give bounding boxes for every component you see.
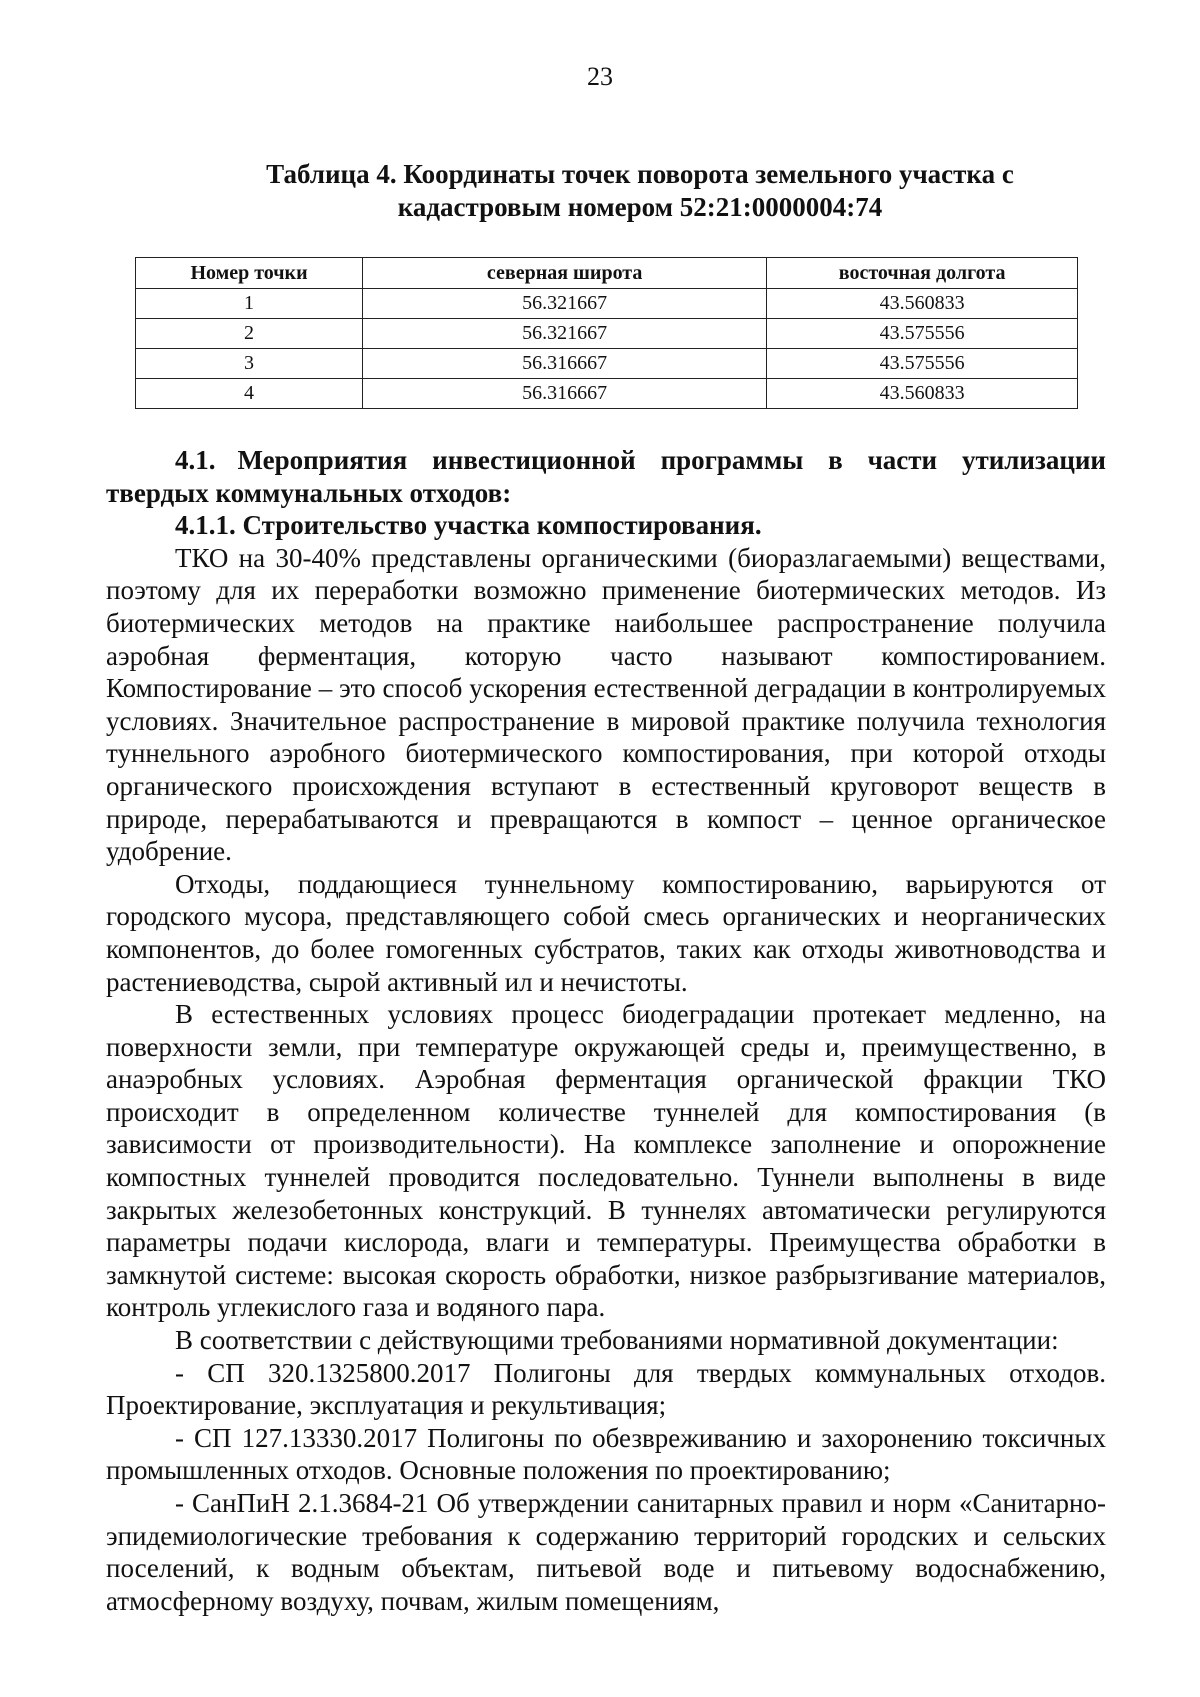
- table-cell-latitude: 56.316667: [363, 379, 767, 409]
- table-cell-point-number: 4: [136, 379, 363, 409]
- table-cell-point-number: 3: [136, 349, 363, 379]
- paragraph: Отходы, поддающиеся туннельному компостированию, варьируются от городского мусора, представляющего собой смесь органических и неорганических компонентов, до более гомогенных субстратов, таких как отходы животноводства и растениеводства, сырой активный ил и нечистоты.: [106, 868, 1106, 997]
- paragraph: ТКО на 30-40% представлены органическими (биоразлагаемыми) веществами, поэтому для их переработки возможно применение биотермических методов. Из биотермических методов на практике наибольшее распространение получила аэробная ферментация, которую часто называют компостированием. Компостирование – это способ ускорения естественной деградации в контролируемых условиях. Значительное распространение в мировой практике получила технология туннельного аэробного биотермического компостирования, при которой отходы органического происхождения вступают в естественный круговорот веществ в природе, перерабатываются и превращаются в компост – ценное органическое удобрение.: [106, 542, 1106, 867]
- list-item: - СанПиН 2.1.3684-21 Об утверждении санитарных правил и норм «Санитарно-эпидемиологические требования к содержанию территорий городских и сельских поселений, к водным объектам, питьевой воде и питьевому водоснабжению, атмосферному воздуху, почвам, жилым помещениям,: [106, 1488, 1106, 1616]
- table-cell-latitude: 56.316667: [363, 349, 767, 379]
- table-cell-longitude: 43.560833: [767, 379, 1078, 409]
- body-text: [106, 444, 1106, 1617]
- table-row: [136, 289, 1078, 319]
- paragraph: В соответствии с действующими требованиями нормативной документации:: [175, 1325, 1059, 1356]
- table-cell-point-number: 2: [136, 319, 363, 349]
- table-cell-latitude: 56.321667: [363, 319, 767, 349]
- section-number: 4.1.: [175, 445, 216, 475]
- section-title: Мероприятия инвестиционной программы в части утилизации твердых коммунальных отходов:: [106, 445, 1106, 508]
- table-title: Таблица 4. Координаты точек поворота земельного участка с кадастровым номером 52:21:0000004:74: [266, 159, 1014, 222]
- table-cell-longitude: 43.560833: [767, 289, 1078, 319]
- column-header-longitude: восточная долгота: [767, 258, 1078, 289]
- list-item: - СП 127.13330.2017 Полигоны по обезвреживанию и захоронению токсичных промышленных отходов. Основные положения по проектированию;: [106, 1422, 1106, 1486]
- table-header-row: [136, 258, 1078, 289]
- table-cell-longitude: 43.575556: [767, 349, 1078, 379]
- paragraph: В естественных условиях процесс биодеградации протекает медленно, на поверхности земли, при температуре окружающей среды и, преимущественно, в анаэробных условиях. Аэробная ферментация органической фракции ТКО происходит в определенном количестве туннелей для компостирования (в зависимости от производительности). На комплексе заполнение и опорожнение компостных туннелей проводится последовательно. Туннели выполнены в виде закрытых железобетонных конструкций. В туннелях автоматически регулируются параметры подачи кислорода, влаги и температуры. Преимущества обработки в замкнутой системе: высокая скорость обработки, низкое разбрызгивание материалов, контроль углекислого газа и водяного пара.: [106, 999, 1106, 1323]
- list-item: - СП 320.1325800.2017 Полигоны для твердых коммунальных отходов. Проектирование, эксплуатация и рекультивация;: [106, 1357, 1106, 1421]
- section-heading: [106, 444, 1106, 509]
- table-row: [136, 349, 1078, 379]
- column-header-latitude: северная широта: [363, 258, 767, 289]
- column-header-point-number: Номер точки: [136, 258, 363, 289]
- table-row: [136, 319, 1078, 349]
- table-cell-longitude: 43.575556: [767, 319, 1078, 349]
- table-cell-point-number: 1: [136, 289, 363, 319]
- table-cell-latitude: 56.321667: [363, 289, 767, 319]
- table-row: [136, 379, 1078, 409]
- page-number: 23: [587, 62, 613, 91]
- coordinates-table: [135, 257, 1078, 409]
- subsection-heading: 4.1.1. Строительство участка компостирования.: [175, 510, 762, 541]
